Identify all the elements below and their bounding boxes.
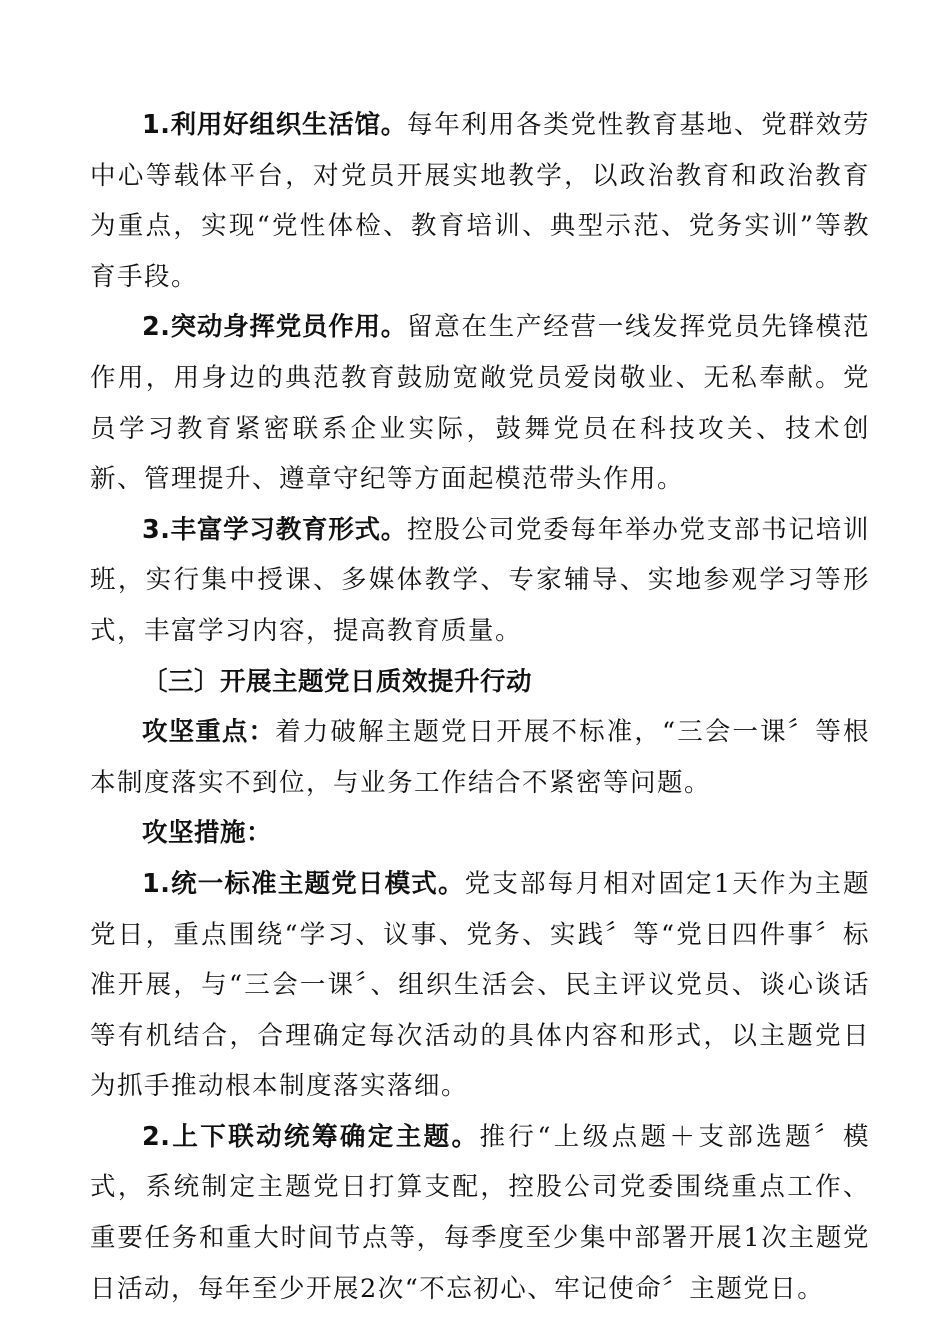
paragraph-3 [90,505,870,657]
paragraph-1 [90,100,870,302]
paragraph-3-heading: 3.丰富学习教育形式。 [142,514,407,545]
paragraph-5-text: 推行“上级点题＋支部选题〞模式，系统制定主题党日打算支配，控股公司党委围绕重点工作、重要任务和重大时间节点等，每季度至少集中部署开展1次主题党日活动，每年至少开展2次“不忘初心、牢记使命〞主题党日。 [90,1121,870,1304]
paragraph-focus-text: 着力破解主题党日开展不标准，“三会一课〞等根本制度落实不到位，与业务工作结合不紧密等问题。 [90,717,870,798]
paragraph-5-heading: 2.上下联动统筹确定主题。 [142,1121,480,1152]
paragraph-1-text: 每年利用各类党性教育基地、党群效劳中心等载体平台，对党员开展实地教学，以政治教育和政治教育为重点，实现“党性体检、教育培训、典型示范、党务实训”等教育手段。 [90,110,870,292]
paragraph-focus [90,707,870,808]
section-heading-3-title: 〔三〕开展主题党日质效提升行动 [142,666,533,697]
paragraph-4-text: 党支部每月相对固定1天作为主题党日，重点围绕“学习、议事、党务、实践〞等“党日四件事〞标准开展，与“三会一课〞、组织生活会、民主评议党员、谈心谈话等有机结合，合理确定每次活动的具体内容和形式，以主题党日为抓手推动根本制度落实落细。 [90,868,870,1102]
document-body [90,100,870,1314]
paragraph-measures-label [90,808,870,859]
paragraph-1-heading: 1.利用好组织生活馆。 [142,110,407,140]
paragraph-2-heading: 2.突动身挥党员作用。 [142,312,407,343]
paragraph-3-text: 控股公司党委每年举办党支部书记培训班，实行集中授课、多媒体教学、专家辅导、实地参观学习等形式，丰富学习内容，提高教育质量。 [90,514,870,646]
paragraph-2 [90,302,870,504]
paragraph-2-text: 留意在生产经营一线发挥党员先锋模范作用，用身边的典范教育鼓励宽敞党员爱岗敬业、无私奉献。党员学习教育紧密联系企业实际，鼓舞党员在科技攻关、技术创新、管理提升、遵章守纪等方面起模范带头作用。 [90,312,870,495]
paragraph-4-heading: 1.统一标准主题党日模式。 [142,868,465,899]
paragraph-measures-heading: 攻坚措施： [142,818,273,849]
paragraph-4 [90,859,870,1112]
paragraph-5 [90,1112,870,1314]
paragraph-focus-heading: 攻坚重点： [142,717,276,748]
section-heading-3 [90,657,870,708]
